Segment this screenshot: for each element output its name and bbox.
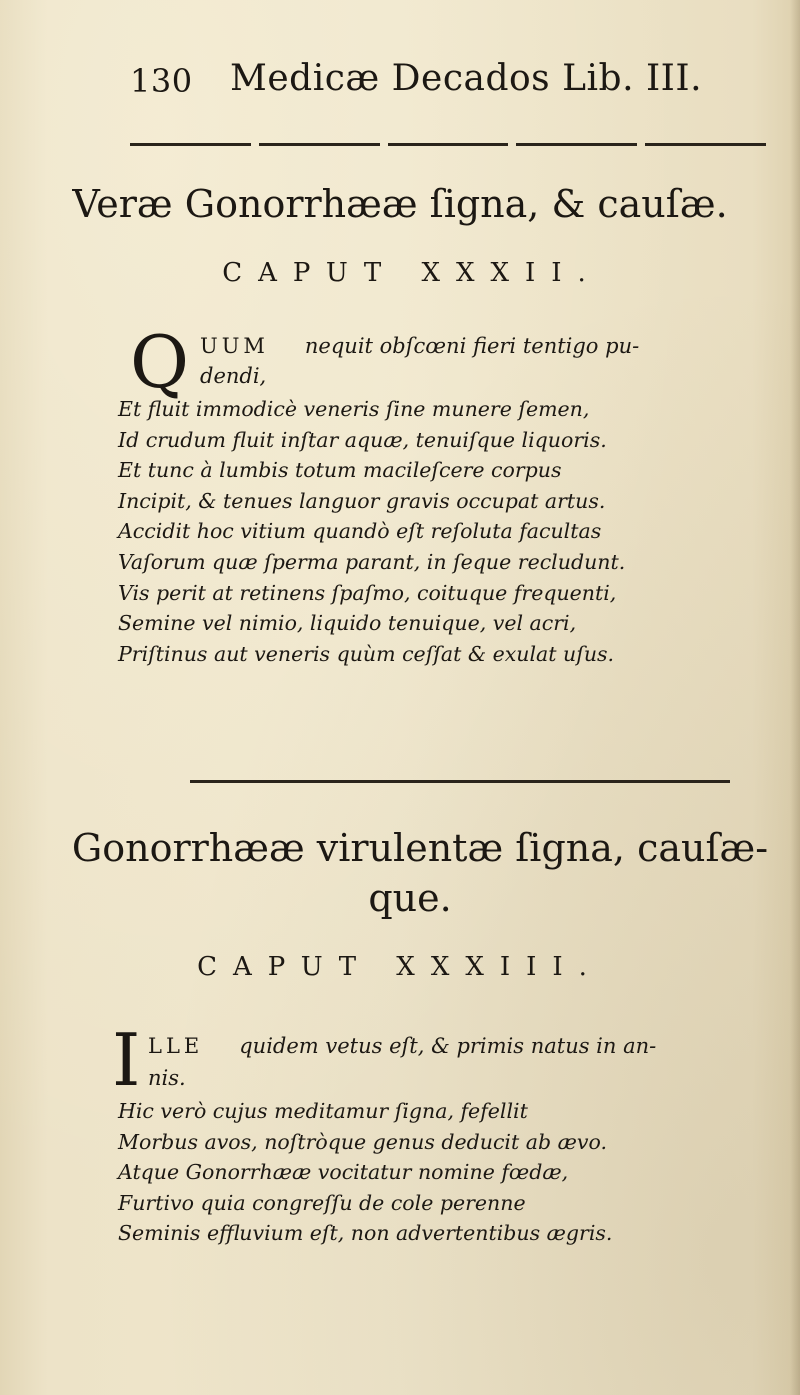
section1-first-line-rest: nequit obſcœni fieri tentigo pu- [304, 334, 640, 358]
section2-first-word: LLE [148, 1034, 204, 1058]
verse-line: Et tunc à lumbis totum macileſcere corpus [118, 458, 562, 483]
running-title: Medicæ Decados Lib. III. [230, 58, 703, 99]
verse-line: Morbus avos, noſtròque genus deducit ab ævo. [118, 1129, 607, 1154]
section2-first-line-cont: nis. [148, 1066, 186, 1090]
section1-heading: Veræ Gonorrhææ ſigna, & cauſæ. [72, 182, 728, 226]
verse-line: Et fluit immodicè veneris ſine munere ſemen, [118, 397, 590, 421]
section2-heading-line1: Gonorrhææ virulentæ ſigna, cauſæ- [71, 826, 769, 870]
section2-caput: CAPUT XXXIII. [197, 952, 603, 982]
section1-first-line-cont: dendi, [200, 364, 267, 388]
page-number: 130 [130, 62, 193, 100]
verse-line: Furtivo quia congreſſu de cole perenne [118, 1190, 526, 1215]
running-head [130, 58, 730, 108]
verse-line: Hic verò cujus meditamur ſigna, fefellit [118, 1099, 528, 1123]
section2-drop-cap: I [112, 1018, 141, 1102]
section2-heading-line2: que. [368, 876, 452, 920]
verse-line: Vaſorum quæ ſperma parant, in ſeque recludunt. [118, 549, 626, 574]
section-divider [190, 780, 730, 783]
verse-line: Seminis effluvium eſt, non advertentibus ægris. [118, 1221, 613, 1246]
section2-first-line [148, 1034, 656, 1058]
verse-line: Atque Gonorrhææ vocitatur nomine fœdæ, [118, 1160, 569, 1185]
verse-line: Incipit, & tenues languor gravis occupat artus. [118, 488, 606, 513]
section1-drop-cap: Q [130, 320, 190, 404]
verse-line: Priſtinus aut veneris quùm ceſſat & exulat uſus. [118, 641, 615, 666]
section1-first-word: UUM [200, 334, 269, 358]
section1-first-line [200, 334, 639, 358]
verse-line: Vis perit at retinens ſpaſmo, coituque frequenti, [118, 580, 617, 605]
verse-line: Accidit hoc vitium quandò eſt reſoluta facultas [118, 519, 602, 544]
verse-line: Id crudum fluit inſtar aquæ, tenuiſque liquoris. [118, 427, 607, 452]
section1-caput: CAPUT XXXII. [222, 258, 602, 288]
verse-line: Semine vel nimio, liquido tenuique, vel acri, [118, 611, 577, 636]
section2-first-line-rest: quidem vetus eſt, & primis natus in an- [239, 1034, 657, 1058]
header-rule [130, 143, 766, 147]
section2-verse [118, 1096, 778, 1249]
section1-verse [118, 394, 778, 669]
